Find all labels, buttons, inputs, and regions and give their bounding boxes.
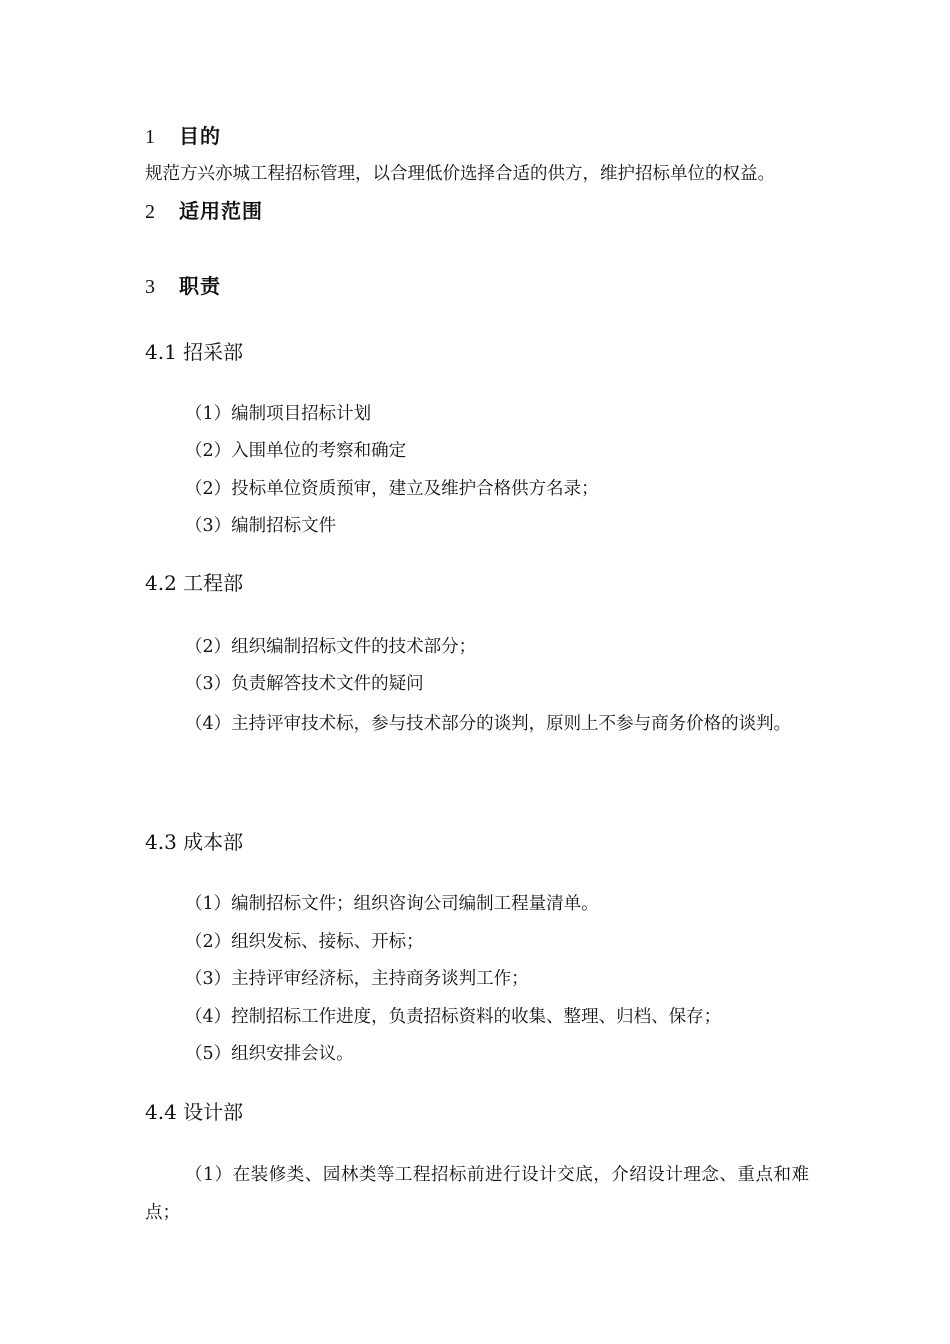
dept-4-3-item: （2）组织发标、接标、开标；	[185, 932, 424, 952]
section-2-heading	[145, 201, 263, 222]
section-1-title: 目的	[179, 124, 221, 148]
dept-4-1-item: （1）编制项目招标计划	[185, 404, 372, 424]
dept-4-3-item: （4）控制招标工作进度，负责招标资料的收集、整理、归档、保存；	[185, 1007, 722, 1027]
section-3-title: 职责	[179, 274, 221, 298]
dept-4-2-item: （2）组织编制招标文件的技术部分；	[185, 637, 477, 657]
section-2-title: 适用范围	[179, 199, 263, 223]
dept-4-4-heading: 4.4 设计部	[145, 1100, 244, 1124]
dept-4-3-item: （5）组织安排会议。	[185, 1044, 354, 1064]
dept-4-2-item-paragraph: （4）主持评审技术标，参与技术部分的谈判，原则上不参与商务价格的谈判。	[185, 714, 792, 734]
dept-4-2-item: （3）负责解答技术文件的疑问	[185, 674, 424, 694]
section-3-heading	[145, 276, 221, 297]
section-1-number: 1	[145, 126, 155, 148]
dept-4-1-heading: 4.1 招采部	[145, 340, 244, 364]
dept-4-3-item: （1）编制招标文件；组织咨询公司编制工程量清单。	[185, 894, 599, 914]
dept-4-3-item: （3）主持评审经济标，主持商务谈判工作；	[185, 969, 529, 989]
dept-4-1-item: （2）入围单位的考察和确定	[185, 441, 407, 461]
dept-4-1-item: （2）投标单位资质预审，建立及维护合格供方名录；	[185, 479, 599, 499]
section-1-heading	[145, 126, 221, 147]
dept-4-1-item: （3）编制招标文件	[185, 516, 337, 536]
dept-4-3-heading: 4.3 成本部	[145, 830, 244, 854]
section-3-number: 3	[145, 276, 155, 298]
dept-4-4-item-paragraph: （1）在装修类、园林类等工程招标前进行设计交底，介绍设计理念、重点和难点；	[145, 1165, 809, 1223]
section-2-number: 2	[145, 201, 155, 223]
dept-4-2-heading: 4.2 工程部	[145, 571, 244, 595]
section-1-body: 规范方兴亦城工程招标管理，以合理低价选择合适的供方，维护招标单位的权益。	[145, 164, 775, 184]
